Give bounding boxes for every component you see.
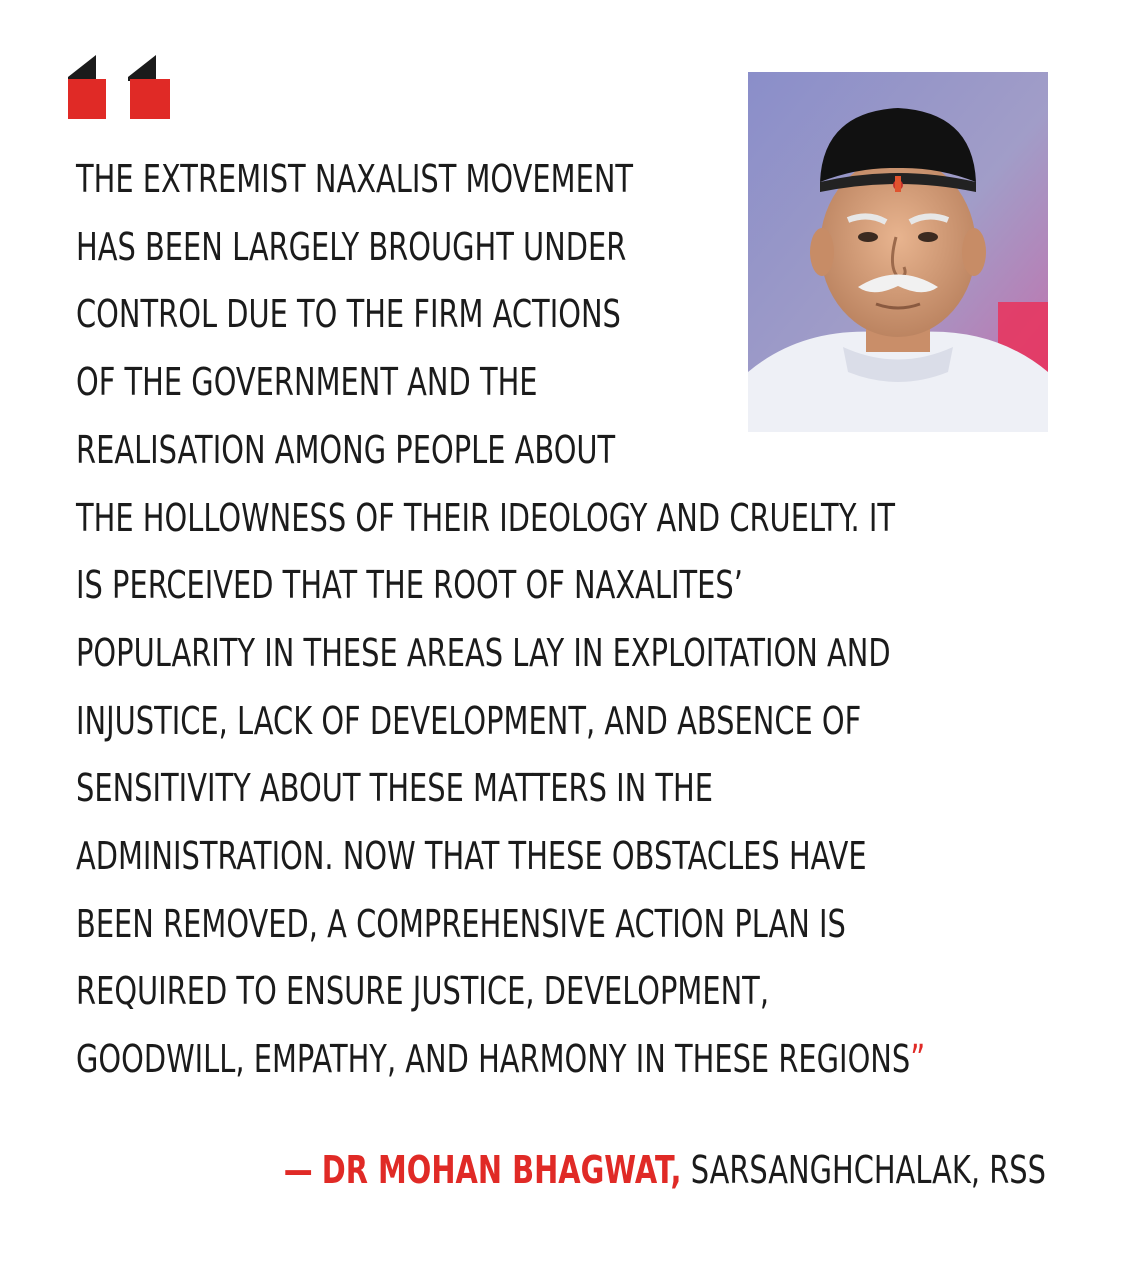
speaker-title: SARSANGHCHALAK, RSS — [690, 1148, 1046, 1192]
quote-line: HAS BEEN LARGELY BROUGHT UNDER — [76, 224, 627, 269]
quote-line: GOODWILL, EMPATHY, AND HARMONY IN THESE REGIONS — [76, 1037, 911, 1082]
quote-line: THE EXTREMIST NAXALIST MOVEMENT — [76, 157, 634, 201]
quote-line: ADMINISTRATION. NOW THAT THESE OBSTACLES HAVE — [76, 834, 867, 879]
quote-line: REQUIRED TO ENSURE JUSTICE, DEVELOPMENT, — [76, 969, 770, 1014]
quote-line: BEEN REMOVED, A COMPREHENSIVE ACTION PLAN IS — [76, 901, 846, 946]
quote-line: INJUSTICE, LACK OF DEVELOPMENT, AND ABSENCE OF — [76, 698, 862, 743]
quote-line: REALISATION AMONG PEOPLE ABOUT — [76, 427, 616, 472]
quote-line: SENSITIVITY ABOUT THESE MATTERS IN THE — [76, 766, 713, 811]
speaker-name: DR MOHAN BHAGWAT, — [321, 1148, 682, 1192]
open-quote-icon — [68, 55, 170, 119]
quote-text — [76, 146, 925, 1094]
attribution-dash: — — [283, 1148, 313, 1192]
close-quote-mark: ” — [910, 1037, 926, 1082]
attribution — [284, 1140, 1046, 1200]
quote-line-last — [76, 1026, 925, 1094]
quote-line: IS PERCEIVED THAT THE ROOT OF NAXALITES’ — [76, 563, 743, 608]
quote-line: OF THE GOVERNMENT AND THE — [76, 360, 538, 405]
quote-line: POPULARITY IN THESE AREAS LAY IN EXPLOITATION AND — [76, 630, 891, 675]
quote-line: CONTROL DUE TO THE FIRM ACTIONS — [76, 292, 621, 337]
quote-line: THE HOLLOWNESS OF THEIR IDEOLOGY AND CRUELTY. IT — [76, 495, 896, 540]
